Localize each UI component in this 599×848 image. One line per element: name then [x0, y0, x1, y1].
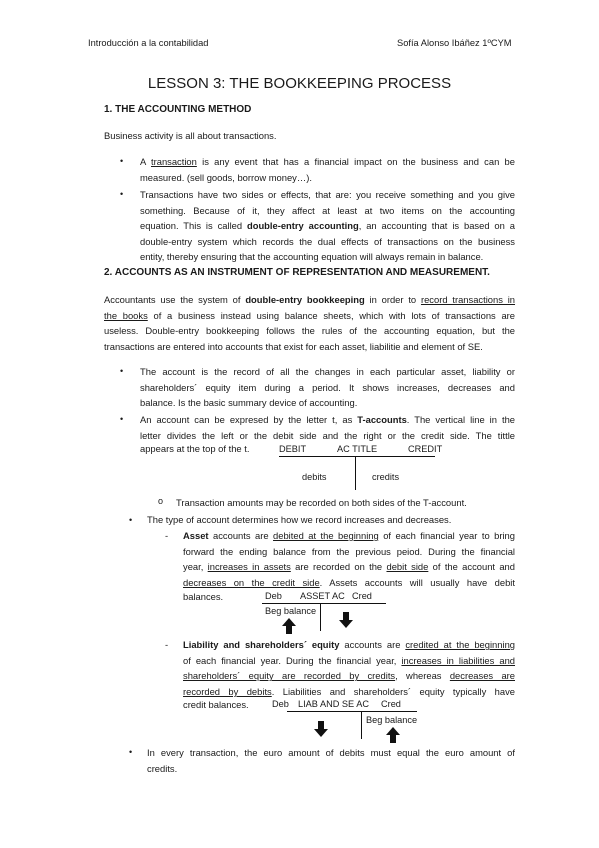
t-debits-label: debits: [302, 472, 327, 482]
liab-title-label: LIAB AND SE AC: [298, 699, 369, 709]
header-right: Sofía Alonso Ibáñez 1ºCYM: [397, 38, 512, 48]
increase-up-arrow-icon: [386, 727, 400, 743]
asset-t-vertical-line: [320, 603, 321, 631]
transaction-bullet: A transaction is any event that has a financial impact on the business and can be measured. (sell goods, borrow money…).: [140, 156, 515, 183]
both-sides-subpoint: Transaction amounts may be recorded on both sides of the T-account.: [176, 497, 467, 508]
increase-up-arrow-icon: [282, 618, 296, 634]
liability-accounts-line5: credit balances.: [183, 699, 249, 710]
liab-cred-label: Cred: [381, 699, 401, 709]
account-type-bullet: The type of account determines how we record increases and decreases.: [147, 514, 452, 525]
liability-accounts-paragraph: Liability and shareholders´ equity accounts are credited at the beginning of each financial year. During the financial year, increases in liabilities and shareholders´ equity are recorded by credits, whereas decreases are recorded by debits. Liabilities and shareholders´ equity typically have: [183, 639, 516, 697]
account-definition-bullet: The account is the record of all the changes in each particular asset, liability or shareholders´ equity item during a period. It shows increases, decreases and balance. Is the basic summary device of accounting.: [140, 366, 515, 409]
t-account-bullet-line3: appears at the top of the t.: [140, 443, 250, 454]
t-horizontal-line: [279, 456, 435, 457]
decrease-down-arrow-icon: [314, 721, 328, 737]
asset-beg-balance-label: Beg balance: [265, 606, 317, 616]
page-title: LESSON 3: THE BOOKKEEPING PROCESS: [147, 75, 452, 92]
bullet-glyph: •: [120, 366, 124, 376]
bullet-glyph: •: [120, 414, 124, 424]
section-2-paragraph: Accountants use the system of double-entry bookkeeping in order to record transactions in the books of a business instead using balance sheets, which with lots of transactions are useless. Double-entry bookkeeping follows the rules of the accounting equation, but the transactions are entered into accounts that exist for each asset, liabilitie and element of SE.: [104, 294, 516, 352]
asset-t-horizontal-line: [262, 603, 386, 604]
t-debit-label: DEBIT: [279, 444, 307, 454]
bullet-glyph: •: [129, 747, 133, 757]
bullet-glyph: •: [120, 189, 124, 199]
section-1-intro: Business activity is all about transactions.: [104, 130, 277, 141]
t-credit-label: CREDIT: [408, 444, 443, 454]
t-title-label: AC TITLE: [337, 444, 378, 454]
t-account-bullet: An account can be expresed by the letter t, as T-accounts. The vertical line in the letter divides the left or the debit side and the right or the credit side. The tittle: [140, 414, 515, 441]
t-vertical-line: [355, 456, 356, 490]
header-left: Introducción a la contabilidad: [88, 38, 209, 48]
circle-bullet-glyph: o: [158, 496, 164, 506]
debits-equal-credits-bullet: In every transaction, the euro amount of debits must equal the euro amount of credits.: [147, 747, 515, 774]
liab-beg-balance-label: Beg balance: [366, 715, 418, 725]
two-sides-bullet: Transactions have two sides or effects, that are: you receive something and you give something. Because of it, they affect at least at two items on the accounting equation. This is called double-entry accounting, an accounting that is based on a double-entry system which records the dual effects of transactions on the business entity, thereby ensuring that the accounting equation will always remain in balance.: [140, 189, 515, 263]
bullet-glyph: •: [120, 156, 124, 166]
liab-t-vertical-line: [361, 711, 362, 739]
asset-deb-label: Deb: [265, 591, 282, 601]
dash-glyph: -: [165, 530, 169, 541]
dash-glyph: -: [165, 639, 169, 650]
section-2-heading: 2. ACCOUNTS AS AN INSTRUMENT OF REPRESENTATION AND MEASUREMENT.: [104, 267, 490, 278]
t-credits-label: credits: [372, 472, 400, 482]
liab-t-horizontal-line: [287, 711, 417, 712]
asset-accounts-paragraph: Asset accounts are debited at the beginning of each financial year to bring forward the ending balance from the previous peiod. During the financial year, increases in assets are recorded on the debit side of the account and decreases on the credit side. Assets accounts will usually have debit: [183, 530, 515, 588]
decrease-down-arrow-icon: [339, 612, 353, 628]
asset-accounts-line5: balances.: [183, 591, 224, 602]
asset-title-label: ASSET AC: [300, 591, 345, 601]
liab-deb-label: Deb: [272, 699, 289, 709]
section-1-heading: 1. THE ACCOUNTING METHOD: [104, 104, 252, 115]
asset-cred-label: Cred: [352, 591, 372, 601]
bullet-glyph: •: [129, 515, 133, 525]
